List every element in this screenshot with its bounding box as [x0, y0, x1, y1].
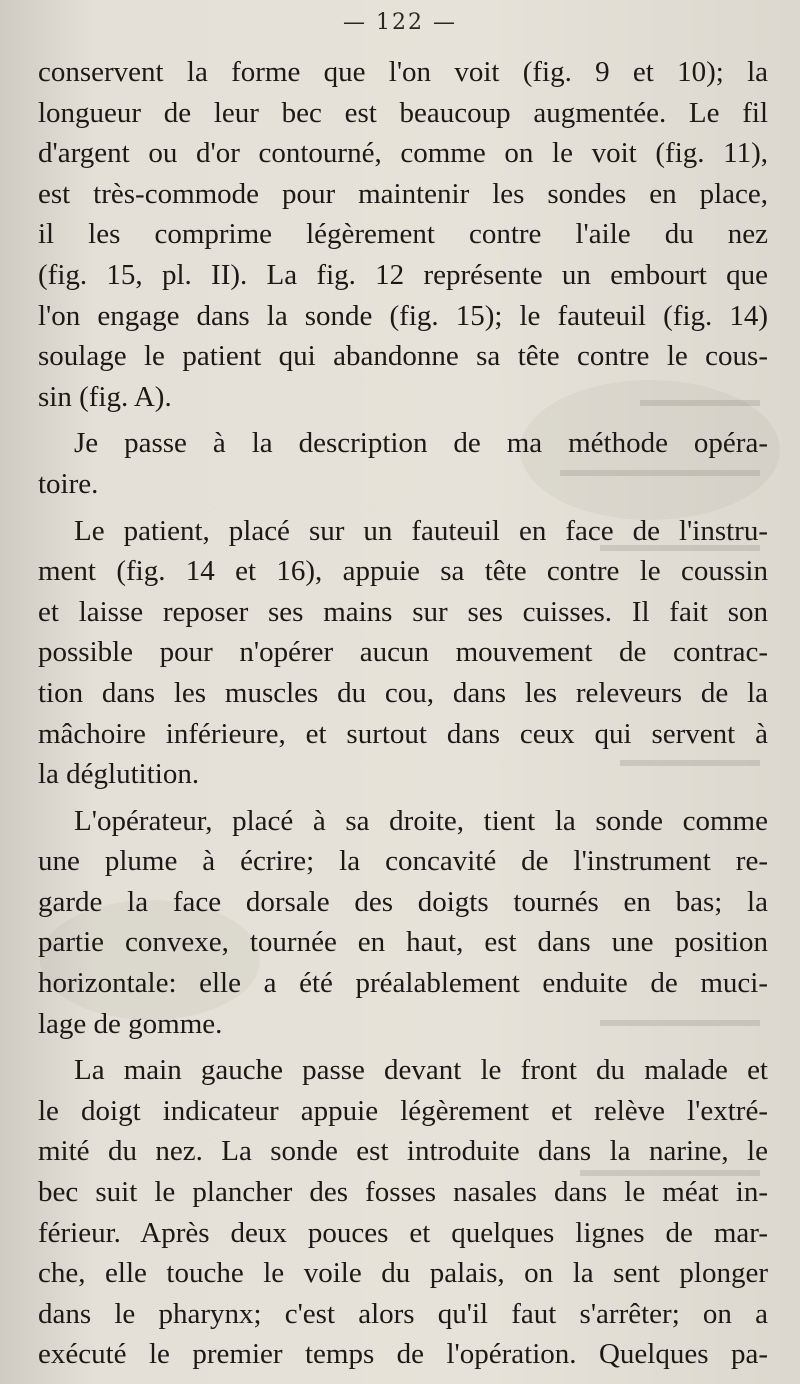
- text-line: lage de gomme.: [38, 1007, 223, 1040]
- text-line: longueur de leur bec est beaucoup augmentée. Le fil: [38, 96, 768, 129]
- text-line: partie convexe, tournée en haut, est dans une position: [38, 926, 768, 959]
- paragraph: [38, 1050, 768, 1375]
- text-line: Je passe à la description de ma méthode opéra-: [74, 427, 768, 460]
- text-line: conservent la forme que l'on voit (fig. 9 et 10); la: [38, 56, 768, 88]
- text-line: férieur. Après deux pouces et quelques lignes de mar-: [38, 1216, 768, 1249]
- text-line: ment (fig. 14 et 16), appuie sa tête contre le coussin: [38, 555, 768, 588]
- text-line: (fig. 15, pl. II). La fig. 12 représente un embourt que: [38, 258, 768, 291]
- text-line: le doigt indicateur appuie légèrement et relève l'extré-: [38, 1094, 768, 1127]
- text-line: il les comprime légèrement contre l'aile du nez: [38, 218, 768, 251]
- text-line: et laisse reposer ses mains sur ses cuisses. Il fait son: [38, 595, 768, 628]
- text-line: exécuté le premier temps de l'opération. Quelques pa-: [38, 1338, 768, 1371]
- text-line: Le patient, placé sur un fauteuil en face de l'instru-: [74, 514, 768, 547]
- text-line: une plume à écrire; la concavité de l'instrument re-: [38, 845, 768, 878]
- text-line: la déglutition.: [38, 758, 200, 791]
- paragraph: [38, 511, 768, 795]
- text-line: soulage le patient qui abandonne sa tête contre le cous-: [38, 340, 768, 373]
- text-line: d'argent ou d'or contourné, comme on le voit (fig. 11),: [38, 137, 768, 170]
- text-line: che, elle touche le voile du palais, on la sent plonger: [38, 1257, 768, 1290]
- text-line: possible pour n'opérer aucun mouvement de contrac-: [38, 636, 768, 669]
- text-line: est très-commode pour maintenir les sondes en place,: [38, 177, 768, 210]
- paragraph: [38, 423, 768, 504]
- text-line: tion dans les muscles du cou, dans les releveurs de la: [38, 676, 768, 709]
- text-line: horizontale: elle a été préalablement enduite de muci-: [38, 967, 768, 1000]
- text-line: sin (fig. A).: [38, 380, 172, 413]
- text-line: garde la face dorsale des doigts tournés en bas; la: [38, 885, 768, 918]
- text-line: mâchoire inférieure, et surtout dans ceux qui servent à: [38, 717, 768, 750]
- text-line: L'opérateur, placé à sa droite, tient la sonde comme: [74, 804, 768, 837]
- text-line: toire.: [38, 467, 99, 500]
- page-number: — 122 —: [343, 10, 457, 35]
- text-line: l'on engage dans la sonde (fig. 15); le fauteuil (fig. 14): [38, 299, 768, 332]
- text-line: bec suit le plancher des fosses nasales dans le méat in-: [38, 1176, 768, 1209]
- paragraph: [38, 801, 768, 1045]
- body-text: [38, 52, 768, 1375]
- text-line: mité du nez. La sonde est introduite dans la narine, le: [38, 1135, 768, 1168]
- text-line: dans le pharynx; c'est alors qu'il faut s'arrêter; on a: [38, 1297, 768, 1330]
- paragraph: [38, 52, 768, 417]
- text-line: La main gauche passe devant le front du malade et: [74, 1054, 768, 1087]
